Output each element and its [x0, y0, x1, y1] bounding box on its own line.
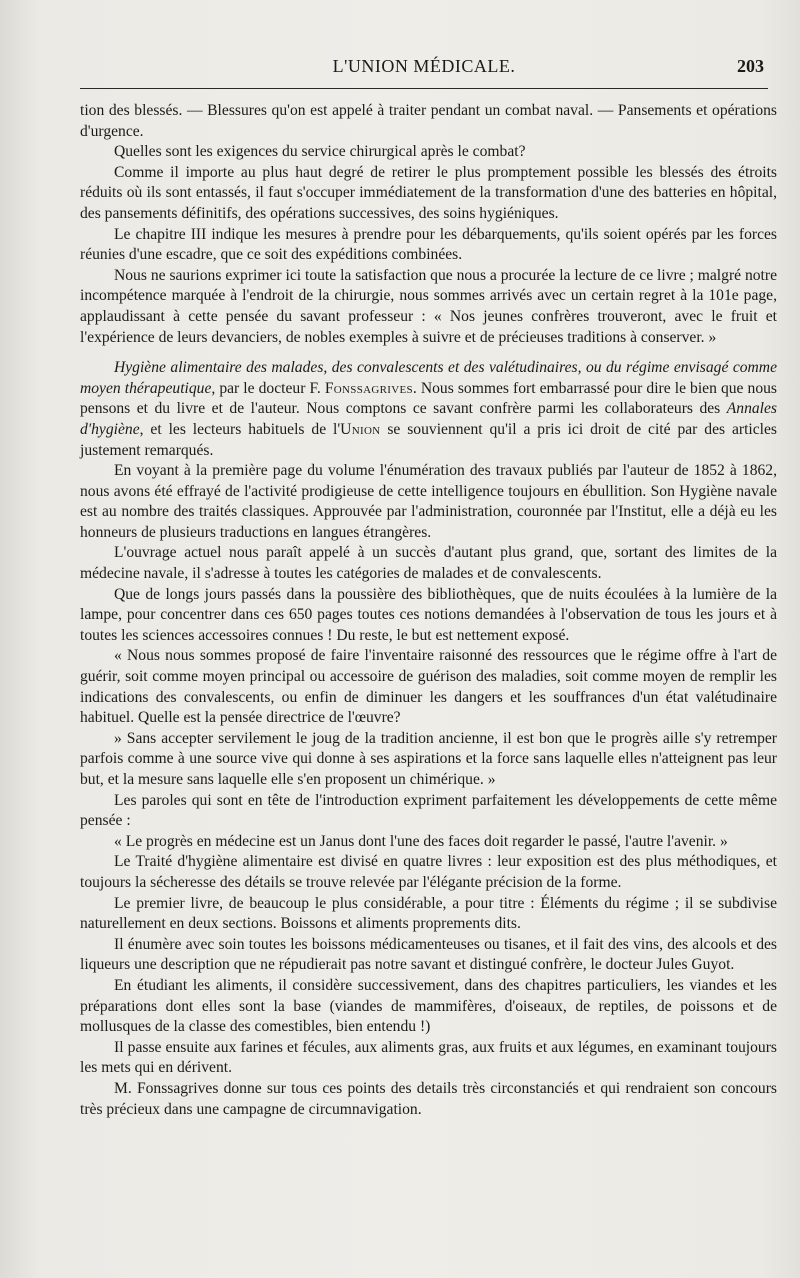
text-run: par le docteur F. — [215, 379, 325, 397]
review-paragraph — [80, 358, 777, 461]
paragraph: Comme il importe au plus haut degré de retirer le plus promptement possible les blessés des étroits réduits où ils sont entassés, il faut s'occuper immédiatement de la transformation d'une des batteries en hôpital, des pansements définitifs, des opérations successives, des soins hygiéniques. — [80, 163, 777, 222]
paragraph: Quelles sont les exigences du service chirurgical après le combat? — [114, 143, 526, 161]
paragraph: Il énumère avec soin toutes les boissons médicamenteuses ou tisanes, et il fait des vins, des alcools et des liqueurs une description que ne répudierait pas notre savant et distingué confrère, le docteur Jules Guyot. — [80, 935, 777, 974]
running-head — [80, 56, 768, 80]
text-run: . Nous sommes fort embarrassé pour dire le bien que nous pensons et du livre et de l'auteur. Nous comptons ce savant confrère parmi les collaborateurs des — [80, 379, 777, 418]
paragraph: En voyant à la première page du volume l'énumération des travaux publiés par l'auteur de 1852 à 1862, nous avons été effrayé de l'activité prodigieuse de cette intelligence toujours en ébullition. Son Hygiène navale est au nombre des traités classiques. Approuvée par l'administration, couronnée par l'Institut, elle a déjà eu les honneurs de plusieurs traductions en langues étrangères. — [80, 462, 777, 541]
book-title: Hygiène alimentaire des malades, des convalescents et des valétudinaires, ou du régime envisagé comme moyen thérapeutique, — [80, 359, 777, 397]
body-text — [80, 101, 777, 1120]
page-number: 203 — [737, 56, 764, 76]
header-rule — [80, 88, 768, 89]
quote-paragraph: « Le progrès en médecine est un Janus dont l'une des faces doit regarder le passé, l'autre l'avenir. » — [114, 832, 728, 850]
quote-paragraph: « Nous nous sommes proposé de faire l'inventaire raisonné des ressources que le régime offre à l'art de guérir, soit comme moyen principal ou accessoire de guérison des maladies, soit comme moyen de remplir les indications des convalescents, ou enfin de diminuer les dangers et les souffrances d'un état valétudinaire habituel. Quelle est la pensée directrice de l'œuvre? — [80, 647, 777, 727]
paragraph: Le chapitre III indique les mesures à prendre pour les débarquements, qu'ils soient opérés par les forces réunies d'une escadre, que ce soit des expéditions combinées. — [80, 225, 777, 264]
paragraph: Il passe ensuite aux farines et fécules, aux aliments gras, aux fruits et aux légumes, en examinant toujours les mets qui en dérivent. — [80, 1038, 777, 1077]
paragraph: Le premier livre, de beaucoup le plus considérable, a pour titre : Éléments du régime ; il se subdivise naturellement en deux sections. Boissons et aliments proprements dits. — [80, 894, 777, 933]
paragraph: En étudiant les aliments, il considère successivement, dans des chapitres particuliers, les viandes et les préparations dont elles sont la base (viandes de mammifères, d'oiseaux, de reptiles, de poissons et de mollusques de la classe des comestibles, bien entendu !) — [80, 976, 777, 1036]
paragraph: M. Fonssagrives donne sur tous ces points des details très circonstanciés et qui rendraient son concours très précieux dans une campagne de circumnavigation. — [80, 1079, 777, 1118]
paragraph: tion des blessés. — Blessures qu'on est appelé à traiter pendant un combat naval. — Pansements et opérations d'urgence. — [80, 102, 777, 140]
running-title: L'UNION MÉDICALE. — [332, 56, 516, 76]
paragraph: L'ouvrage actuel nous paraît appelé à un succès d'autant plus grand, que, sortant des limites de la médecine navale, il s'adresse à toutes les catégories de malades et de convalescents. — [80, 544, 777, 583]
paragraph: Les paroles qui sont en tête de l'introduction expriment parfaitement les développements de cette même pensée : — [80, 791, 777, 830]
journal-name: Union — [340, 420, 381, 438]
quote-paragraph: » Sans accepter servilement le joug de la tradition ancienne, il est bon que le progrès aille s'y retremper parfois comme à une source vive qui donne à ses aspirations et la force sans laquelle elles n'atteignent pas leur but, et la mesure sans laquelle elle s'en proposent un chimérique. » — [80, 729, 777, 788]
paragraph: Nous ne saurions exprimer ici toute la satisfaction que nous a procurée la lecture de ce livre ; malgré notre incompétence marquée à l'endroit de la chirurgie, nous sommes arrivés avec un certain regret à la 101e page, applaudissant à cette pensée du savant professeur : « Nos jeunes confrères trouveront, avec le fruit et l'expérience de leurs devanciers, de nobles exemples à suivre et de précieuses traditions à conserver. » — [80, 266, 777, 346]
author-name: Fonssagrives — [324, 379, 413, 397]
paragraph: Le Traité d'hygiène alimentaire est divisé en quatre livres : leur exposition est des plus méthodiques, et toujours la sécheresse des détails se trouve relevée par l'élégante précision de la forme. — [80, 853, 777, 891]
text-run: , et les lecteurs habituels de l' — [139, 420, 341, 438]
text-run: se souviennent qu'il a pris ici droit de cité par des articles justement remarqués. — [80, 420, 777, 459]
paragraph: Que de longs jours passés dans la poussière des bibliothèques, que de nuits écoulées à la lumière de la lampe, pour concentrer dans ces 650 pages toutes ces notions demandées à l'observation de tous les jours et à toutes les sciences accessoires connues ! Du reste, le but est nettement exposé. — [80, 585, 777, 644]
journal-title: Annales d'hygiène — [80, 400, 777, 438]
